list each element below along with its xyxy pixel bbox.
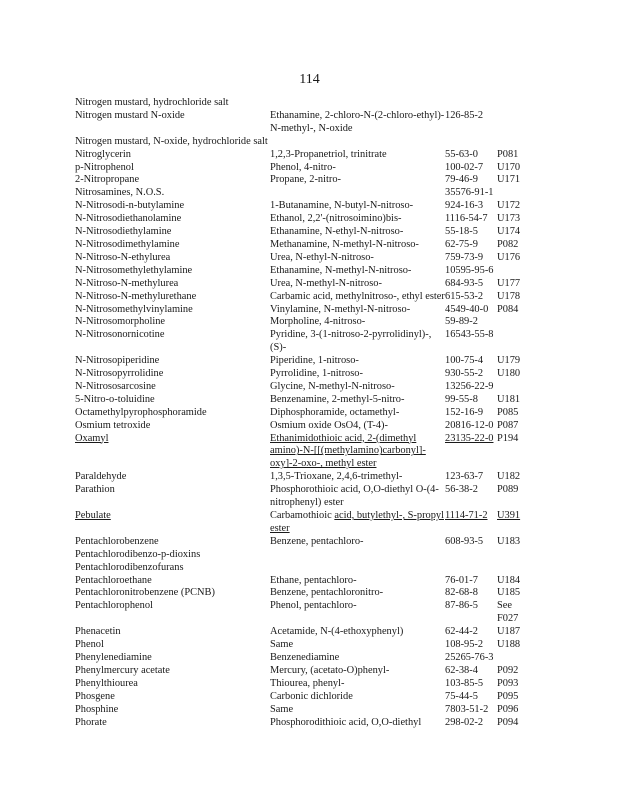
substance-name: Nitrogen mustard, hydrochloride salt <box>75 97 229 108</box>
waste-code: U172 <box>497 200 521 212</box>
waste-code: U170 <box>497 161 521 173</box>
synonym <box>270 549 445 562</box>
substance-name: N-Nitrosomethylvinylamine <box>75 303 193 315</box>
cas-number: 108-95-2 <box>445 639 484 651</box>
waste-code: See F027 <box>497 600 519 625</box>
table-row <box>75 407 545 420</box>
synonym-text: Phenol, pentachloro- <box>270 600 357 612</box>
cas-number <box>445 136 497 149</box>
waste-code <box>497 265 525 278</box>
synonym <box>270 291 445 304</box>
synonym-text: 1,3,5-Trioxane, 2,4,6-trimethyl- <box>270 471 403 483</box>
synonym-text: Ethanamine, N-ethyl-N-nitroso- <box>270 226 404 238</box>
table-row <box>75 381 545 394</box>
table-row <box>75 433 545 472</box>
cas-number: 1116-54-7 <box>445 213 488 225</box>
cas-number: 59-89-2 <box>445 316 478 328</box>
synonym <box>270 652 445 665</box>
synonym <box>270 717 445 730</box>
synonym-text: Morpholine, 4-nitroso- <box>270 316 366 328</box>
cas-number: 298-02-2 <box>445 716 484 728</box>
synonym <box>270 626 445 639</box>
synonym <box>270 471 445 484</box>
waste-code: P094 <box>497 716 519 728</box>
substance-name: Pentachlorodibenzofurans <box>75 561 184 573</box>
cas-number: 20816-12-0 <box>445 419 494 431</box>
table-row <box>75 678 545 691</box>
waste-code <box>497 549 525 562</box>
synonym <box>270 665 445 678</box>
synonym-text: Methanamine, N-methyl-N-nitroso- <box>270 238 419 250</box>
substance-name: Phorate <box>75 716 107 728</box>
substance-name: N-Nitrosonornicotine <box>75 329 165 341</box>
synonym <box>270 265 445 278</box>
table-row <box>75 652 545 665</box>
table-row <box>75 691 545 704</box>
waste-code: U184 <box>497 574 521 586</box>
cas-number <box>445 549 497 562</box>
synonym <box>270 97 445 110</box>
synonym-text: Glycine, N-methyl-N-nitroso- <box>270 380 395 392</box>
substance-name: N-Nitrosodi-n-butylamine <box>75 200 185 212</box>
synonym-text: 1,2,3-Propanetriol, trinitrate <box>270 148 387 160</box>
substance-name: Octamethylpyrophosphoramide <box>75 406 207 418</box>
substance-name: N-Nitrososarcosine <box>75 380 156 392</box>
cas-number: 79-46-9 <box>445 174 478 186</box>
substance-name: Pebulate <box>75 510 111 521</box>
substance-name: Phenacetin <box>75 626 121 638</box>
synonym-text: Carbonic dichloride <box>270 690 353 702</box>
waste-code: P092 <box>497 664 519 676</box>
synonym <box>270 420 445 433</box>
substance-name: Oxamyl <box>75 432 109 444</box>
table-row <box>75 575 545 588</box>
waste-code: U181 <box>497 393 521 405</box>
table-row <box>75 420 545 433</box>
cas-number: 55-63-0 <box>445 148 478 160</box>
waste-code: U187 <box>497 626 521 638</box>
table-row <box>75 162 545 175</box>
synonym-text: Carbamic acid, methylnitroso-, ethyl ester <box>270 290 445 302</box>
synonym-text: Ethanamine, N-methyl-N-nitroso- <box>270 264 412 276</box>
substance-name: Nitrogen mustard N-oxide <box>75 109 185 121</box>
page-number: 114 <box>299 72 320 87</box>
synonym <box>270 600 445 626</box>
table-row <box>75 549 545 562</box>
synonym-text: 1-Butanamine, N-butyl-N-nitroso- <box>270 200 414 212</box>
substance-name: Nitroglycerin <box>75 148 131 160</box>
chemical-table <box>75 97 545 729</box>
synonym <box>270 213 445 226</box>
substance-name: Phosgene <box>75 690 115 702</box>
table-row <box>75 665 545 678</box>
substance-name: Nitrosamines, N.O.S. <box>75 187 165 199</box>
table-row <box>75 368 545 381</box>
substance-name: N-Nitroso-N-methylurethane <box>75 290 197 302</box>
waste-code: U177 <box>497 277 521 289</box>
synonym <box>270 368 445 381</box>
waste-code: U176 <box>497 251 521 263</box>
cas-number: 759-73-9 <box>445 251 484 263</box>
waste-code: P087 <box>497 419 519 431</box>
synonym-text: Thiourea, phenyl- <box>270 677 345 689</box>
cas-number <box>445 562 497 575</box>
table-row <box>75 536 545 549</box>
substance-name: p-Nitrophenol <box>75 161 134 173</box>
synonym <box>270 510 445 536</box>
waste-code <box>497 187 525 200</box>
substance-name: Parathion <box>75 484 115 496</box>
synonym-text: Ethanol, 2,2'-(nitrosoimino)bis- <box>270 213 402 225</box>
synonym <box>270 704 445 717</box>
substance-name: Osmium tetroxide <box>75 419 151 431</box>
table-row <box>75 304 545 317</box>
substance-name: N-Nitrosodimethylamine <box>75 238 180 250</box>
substance-name: Nitrogen mustard, N-oxide, hydrochloride salt <box>75 135 268 147</box>
synonym <box>270 433 445 472</box>
table-row <box>75 704 545 717</box>
substance-name: 5-Nitro-o-toluidine <box>75 393 155 405</box>
synonym-text: Pyridine, 3-(1-nitroso-2-pyrrolidinyl)-, (S)- <box>270 329 432 354</box>
table-row <box>75 278 545 291</box>
synonym <box>270 304 445 317</box>
table-row <box>75 252 545 265</box>
substance-name: N-Nitrosodiethanolamine <box>75 213 182 225</box>
table-row <box>75 626 545 639</box>
synonym-text: Pyrrolidine, 1-nitroso- <box>270 368 363 380</box>
synonym <box>270 110 445 136</box>
cas-number: 126-85-2 <box>445 109 484 121</box>
cas-number <box>445 97 497 110</box>
synonym-text: Benzene, pentachloronitro- <box>270 587 384 599</box>
waste-code: P082 <box>497 238 519 250</box>
synonym-text: Mercury, (acetato-O)phenyl- <box>270 664 390 676</box>
synonym <box>270 252 445 265</box>
synonym <box>270 316 445 329</box>
table-row <box>75 587 545 600</box>
synonym-text: Piperidine, 1-nitroso- <box>270 355 359 367</box>
cas-number: 16543-55-8 <box>445 329 494 341</box>
synonym <box>270 381 445 394</box>
synonym-text: Acetamide, N-(4-ethoxyphenyl) <box>270 626 404 638</box>
synonym <box>270 136 445 149</box>
waste-code: P096 <box>497 703 519 715</box>
synonym <box>270 200 445 213</box>
substance-name: N-Nitrosopyrrolidine <box>75 368 164 380</box>
waste-code: P081 <box>497 148 519 160</box>
synonym <box>270 394 445 407</box>
waste-code: P095 <box>497 690 519 702</box>
cas-number: 123-63-7 <box>445 471 484 483</box>
synonym-text: Urea, N-ethyl-N-nitroso- <box>270 251 374 263</box>
cas-number: 615-53-2 <box>445 290 484 302</box>
waste-code: P093 <box>497 677 519 689</box>
synonym <box>270 691 445 704</box>
table-row <box>75 97 545 110</box>
cas-number: 35576-91-1 <box>445 187 494 199</box>
synonym <box>270 329 445 355</box>
waste-code: U391 <box>497 510 521 521</box>
synonym <box>270 149 445 162</box>
waste-code: U182 <box>497 471 521 483</box>
substance-name: Phenol <box>75 639 104 651</box>
waste-code <box>497 136 525 149</box>
substance-name: Phenylenediamine <box>75 651 152 663</box>
waste-code: U174 <box>497 226 521 238</box>
synonym-text: Ethane, pentachloro- <box>270 574 357 586</box>
waste-code: P089 <box>497 484 519 496</box>
synonym-text: Phosphorothioic acid, O,O-diethyl O-(4-nitrophenyl) ester <box>270 484 439 509</box>
cas-number: 924-16-3 <box>445 200 484 212</box>
synonym-text: Benzenediamine <box>270 651 340 663</box>
synonym <box>270 678 445 691</box>
substance-name: Phenylthiourea <box>75 677 138 689</box>
substance-name: N-Nitrosopiperidine <box>75 355 160 367</box>
cas-number: 62-38-4 <box>445 664 478 676</box>
table-row <box>75 639 545 652</box>
cas-number: 62-44-2 <box>445 626 478 638</box>
waste-code: P084 <box>497 303 519 315</box>
table-row <box>75 187 545 200</box>
table-row <box>75 394 545 407</box>
synonym-text: Osmium oxide OsO4, (T-4)- <box>270 419 388 431</box>
table-row <box>75 226 545 239</box>
synonym-text: Same <box>270 703 294 715</box>
waste-code: U185 <box>497 587 521 599</box>
substance-name: Pentachlorobenzene <box>75 535 159 547</box>
synonym-text: Phosphorodithioic acid, O,O-diethyl <box>270 716 422 728</box>
synonym-text: Phenol, 4-nitro- <box>270 161 336 173</box>
synonym-text: Same <box>270 639 294 651</box>
synonym-text: Vinylamine, N-methyl-N-nitroso- <box>270 303 411 315</box>
waste-code <box>497 652 525 665</box>
synonym-text: Urea, N-methyl-N-nitroso- <box>270 277 382 289</box>
synonym <box>270 174 445 187</box>
cas-number: 930-55-2 <box>445 368 484 380</box>
substance-name: Pentachloronitrobenzene (PCNB) <box>75 587 215 599</box>
table-row <box>75 110 545 136</box>
cas-number: 25265-76-3 <box>445 651 494 663</box>
synonym <box>270 226 445 239</box>
waste-code: P194 <box>497 432 519 444</box>
table-row <box>75 484 545 510</box>
synonym <box>270 162 445 175</box>
table-row <box>75 213 545 226</box>
table-row <box>75 355 545 368</box>
table-row <box>75 200 545 213</box>
synonym <box>270 575 445 588</box>
substance-name: Paraldehyde <box>75 471 127 483</box>
synonym-text: Benzenamine, 2-methyl-5-nitro- <box>270 393 405 405</box>
synonym-text: Propane, 2-nitro- <box>270 174 341 186</box>
waste-code <box>497 316 525 329</box>
cas-number: 4549-40-0 <box>445 303 489 315</box>
synonym <box>270 484 445 510</box>
waste-code <box>497 381 525 394</box>
cas-number: 76-01-7 <box>445 574 478 586</box>
table-row <box>75 291 545 304</box>
substance-name: Phenylmercury acetate <box>75 664 170 676</box>
waste-code <box>497 562 525 575</box>
cas-number: 87-86-5 <box>445 600 478 612</box>
table-row <box>75 149 545 162</box>
waste-code: U173 <box>497 213 521 225</box>
cas-number: 684-93-5 <box>445 277 484 289</box>
synonym <box>270 278 445 291</box>
cas-number: 100-02-7 <box>445 161 484 173</box>
cas-number: 23135-22-0 <box>445 432 494 444</box>
waste-code: U183 <box>497 535 521 547</box>
table-row <box>75 329 545 355</box>
waste-code: U171 <box>497 174 521 186</box>
table-row <box>75 717 545 730</box>
table-row <box>75 562 545 575</box>
cas-number: 56-38-2 <box>445 484 478 496</box>
synonym-text: Ethanamine, 2-chloro-N-(2-chloro-ethyl)-N-methyl-, N-oxide <box>270 109 445 134</box>
substance-name: Pentachlorodibenzo-p-dioxins <box>75 548 201 560</box>
cas-number: 608-93-5 <box>445 535 484 547</box>
cas-number: 152-16-9 <box>445 406 484 418</box>
cas-number: 82-68-8 <box>445 587 478 599</box>
synonym <box>270 355 445 368</box>
waste-code <box>497 110 525 136</box>
cas-number: 103-85-5 <box>445 677 484 689</box>
substance-name: N-Nitrosomethylethylamine <box>75 264 193 276</box>
waste-code: P085 <box>497 406 519 418</box>
table-row <box>75 471 545 484</box>
substance-name: Phosphine <box>75 703 119 715</box>
synonym <box>270 639 445 652</box>
synonym <box>270 562 445 575</box>
table-row <box>75 239 545 252</box>
waste-code: U179 <box>497 355 521 367</box>
waste-code: U188 <box>497 639 521 651</box>
substance-name: Pentachloroethane <box>75 574 152 586</box>
substance-name: N-Nitroso-N-methylurea <box>75 277 179 289</box>
synonym <box>270 407 445 420</box>
cas-number: 75-44-5 <box>445 690 478 702</box>
synonym-text: Ethanimidothioic acid, 2-(dimethyl amino)-N-[[(methylamino)carbonyl]-oxy]-2-oxo-, methyl ester <box>270 432 426 470</box>
synonym <box>270 536 445 549</box>
table-row <box>75 316 545 329</box>
substance-name: N-Nitrosodiethylamine <box>75 226 172 238</box>
synonym-text: Benzene, pentachloro- <box>270 535 364 547</box>
table-row <box>75 510 545 536</box>
substance-name: 2-Nitropropane <box>75 174 140 186</box>
synonym <box>270 239 445 252</box>
table-row <box>75 265 545 278</box>
substance-name: Pentachlorophenol <box>75 600 153 612</box>
substance-name: N-Nitroso-N-ethylurea <box>75 251 171 263</box>
cas-number: 1114-71-2 <box>445 510 488 521</box>
cas-number: 7803-51-2 <box>445 703 489 715</box>
waste-code <box>497 97 525 110</box>
waste-code <box>497 329 525 355</box>
cas-number: 13256-22-9 <box>445 380 494 392</box>
synonym <box>270 187 445 200</box>
cas-number: 55-18-5 <box>445 226 478 238</box>
synonym <box>270 587 445 600</box>
cas-number: 99-55-8 <box>445 393 478 405</box>
synonym-plain: Carbamothioic <box>270 510 335 521</box>
waste-code: U178 <box>497 290 521 302</box>
waste-code: U180 <box>497 368 521 380</box>
substance-name: N-Nitrosomorpholine <box>75 316 166 328</box>
table-row <box>75 174 545 187</box>
synonym-text: acid, butylethyl-, S-propyl ester <box>270 510 445 534</box>
cas-number: 10595-95-6 <box>445 264 494 276</box>
synonym-text: Diphosphoramide, octamethyl- <box>270 406 400 418</box>
table-row <box>75 600 545 626</box>
cas-number: 100-75-4 <box>445 355 484 367</box>
table-row <box>75 136 545 149</box>
cas-number: 62-75-9 <box>445 238 478 250</box>
